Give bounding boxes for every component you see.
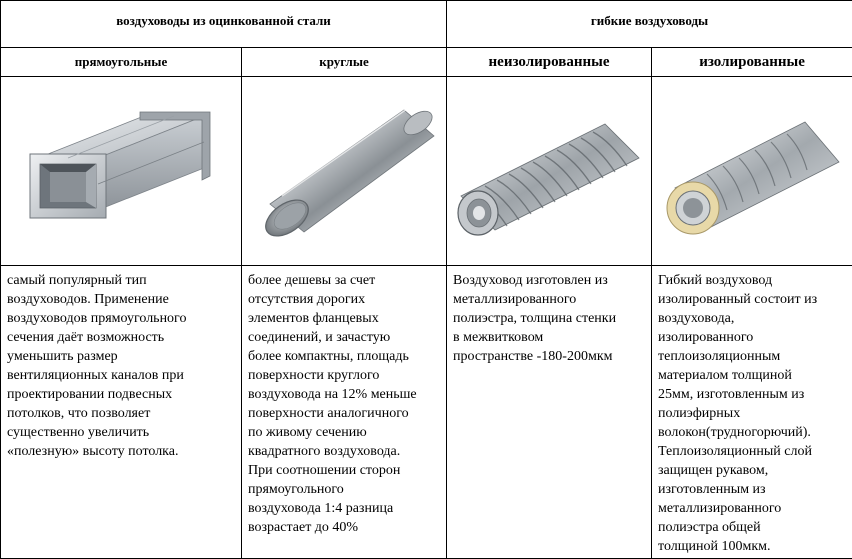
round-duct-illustration (244, 96, 444, 246)
galvanized-ducts-group-header: воздуховоды из оцинкованной стали (1, 1, 447, 48)
insulated-flex-duct-illustration (657, 96, 847, 246)
uninsulated-column-header: неизолированные (447, 48, 652, 77)
uninsulated-flex-duct-illustration (449, 96, 649, 246)
round-column-header: круглые (242, 48, 447, 77)
round-duct-image-cell (242, 77, 447, 266)
rectangular-duct-image-cell (1, 77, 242, 266)
uninsulated-flex-duct-description: Воздуховод изготовлен из металлизированного полиэстра, толщина стенки в межвитковом пространстве -180-200мкм (447, 266, 652, 559)
rectangular-duct-description: самый популярный тип воздуховодов. Применение воздуховодов прямоугольного сечения даёт возможность уменьшить размер вентиляционных каналов при проектировании подвесных потолков, что позволяет существенно увеличить «полезную» высоту потолка. (1, 266, 242, 559)
insulated-flex-duct-image-cell (652, 77, 852, 266)
insulated-column-header: изолированные (652, 48, 852, 77)
round-duct-description: более дешевы за счет отсутствия дорогих элементов фланцевых соединений, и зачастую более компактны, площадь поверхности круглого воздуховода на 12% меньше поверхности аналогичного по живому сечению квадратного воздуховода. При соотношении сторон прямоугольного воздуховода 1:4 разница возрастает до 40% (242, 266, 447, 559)
flexible-ducts-group-header: гибкие воздуховоды (447, 1, 852, 48)
rectangular-duct-illustration (16, 96, 226, 246)
insulated-flex-duct-description: Гибкий воздуховод изолированный состоит из воздуховода, изолированного теплоизоляционным материалом толщиной 25мм, изготовленным из полиэфирных волокон(трудногорючий). Теплоизоляционный слой защищен рукавом, изготовленным из металлизированного полиэстра общей толщиной 100мкм. (652, 266, 852, 559)
rectangular-column-header: прямоугольные (1, 48, 242, 77)
uninsulated-flex-duct-image-cell (447, 77, 652, 266)
